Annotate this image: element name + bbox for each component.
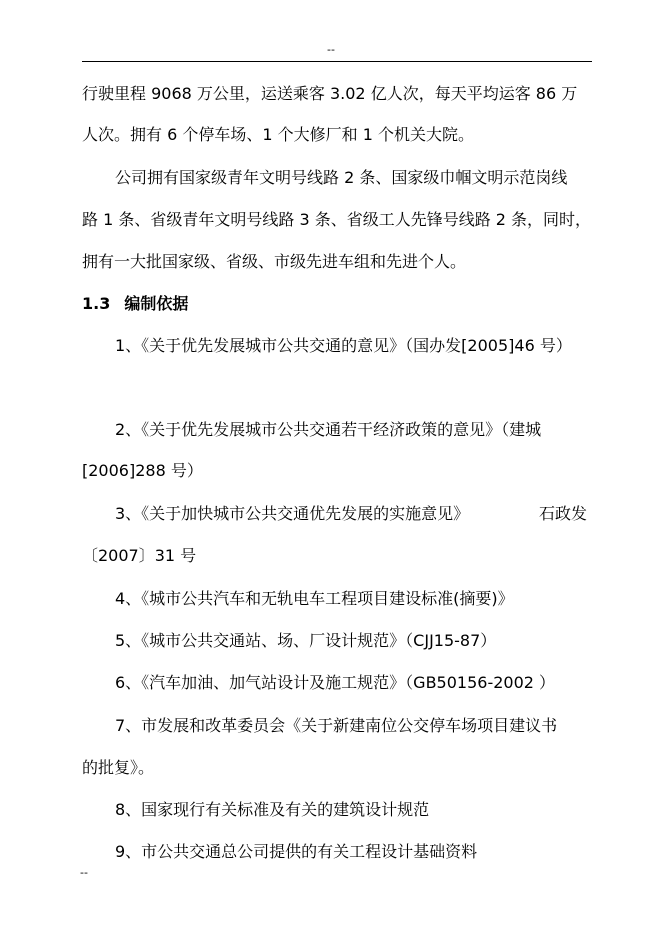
paragraph-line: 拥有一大批国家级、省级、市级先进车组和先进个人。 — [82, 252, 467, 271]
list-item-fragment: 石政发 — [539, 504, 588, 523]
page-header-rule — [82, 61, 592, 62]
paragraph-line: 公司拥有国家级青年文明号线路 2 条、国家级巾帼文明示范岗线 — [115, 168, 568, 187]
page-footer-mark: -- — [80, 866, 88, 879]
list-item: 1、《关于优先发展城市公共交通的意见》（国办发[2005]46 号） — [115, 336, 572, 355]
list-item-continuation: 〔2007〕31 号 — [82, 546, 197, 565]
paragraph-line: 行驶里程 9068 万公里，运送乘客 3.02 亿人次，每天平均运客 86 万 — [82, 84, 578, 103]
list-item: 5、《城市公共交通站、场、厂设计规范》（CJJ15-87） — [115, 631, 497, 650]
list-item: 2、《关于优先发展城市公共交通若干经济政策的意见》（建城 — [115, 420, 542, 439]
list-item: 7、市发展和改革委员会《关于新建南位公交停车场项目建议书 — [115, 716, 558, 735]
list-item: 9、市公共交通总公司提供的有关工程设计基础资料 — [115, 842, 478, 861]
list-item: 3、《关于加快城市公共交通优先发展的实施意见》 — [115, 504, 470, 523]
section-heading — [82, 294, 188, 314]
section-title: 编制依据 — [124, 294, 189, 313]
list-item-continuation: [2006]288 号） — [82, 461, 203, 480]
list-item: 4、《城市公共汽车和无轨电车工程项目建设标准(摘要)》 — [115, 589, 514, 608]
paragraph-line: 路 1 条、省级青年文明号线路 3 条、省级工人先锋号线路 2 条，同时， — [82, 210, 592, 229]
list-item: 6、《汽车加油、加气站设计及施工规范》（GB50156-2002 ） — [115, 673, 556, 692]
paragraph-line: 人次。拥有 6 个停车场、1 个大修厂和 1 个机关大院。 — [82, 125, 474, 144]
list-item-continuation: 的批复》。 — [82, 758, 155, 777]
page-header-mark: -- — [327, 43, 335, 56]
section-number: 1.3 — [82, 294, 111, 313]
list-item: 8、国家现行有关标准及有关的建筑设计规范 — [115, 800, 430, 819]
